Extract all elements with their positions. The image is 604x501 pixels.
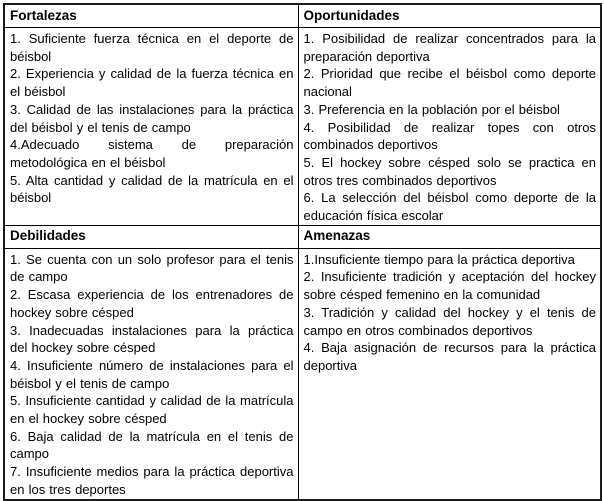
header-row-weaknesses-threats bbox=[4, 225, 601, 248]
content-row-weaknesses-threats bbox=[4, 248, 601, 499]
list-item: 6. La selección del béisbol como deporte de la educación física escolar bbox=[303, 190, 596, 224]
header-row-strengths-opportunities bbox=[4, 4, 601, 28]
header-oportunidades: Oportunidades bbox=[298, 4, 601, 28]
list-item: 2. Insuficiente tradición y aceptación del hockey sobre césped femenino en la comunidad bbox=[303, 269, 596, 303]
list-item: 5. El hockey sobre césped solo se practica en otros tres combinados deportivos bbox=[303, 154, 596, 188]
list-item: 3. Calidad de las instalaciones para la práctica del béisbol y el tenis de campo bbox=[10, 101, 294, 135]
list-item: 1. Se cuenta con un solo profesor para el tenis de campo bbox=[10, 251, 294, 285]
list-item: 4. Baja asignación de recursos para la práctica deportiva bbox=[303, 340, 596, 373]
list-item: 3. Tradición y calidad del hockey y el tenis de campo en otros combinados deportivos bbox=[303, 304, 596, 338]
list-item: 6. Baja calidad de la matrícula en el tenis de campo bbox=[10, 428, 294, 462]
list-item: 4. Posibilidad de realizar topes con otros combinados deportivos bbox=[303, 119, 596, 153]
header-fortalezas: Fortalezas bbox=[4, 4, 298, 28]
list-item: 5. Insuficiente cantidad y calidad de la matrícula en el hockey sobre césped bbox=[10, 393, 294, 427]
list-item: 3. Preferencia en la población por el béisbol bbox=[303, 101, 560, 117]
list-item: 2. Experiencia y calidad de la fuerza técnica en el béisbol bbox=[10, 66, 294, 100]
list-item: 7. Insuficiente medios para la práctica deportiva en los tres deportes bbox=[10, 464, 294, 497]
cell-debilidades bbox=[4, 248, 298, 499]
list-item: 2. Escasa experiencia de los entrenadores de hockey sobre césped bbox=[10, 287, 294, 320]
cell-fortalezas bbox=[4, 28, 298, 226]
content-row-strengths-opportunities bbox=[4, 28, 601, 226]
list-item: 4.Adecuado sistema de preparación metodológica en el béisbol bbox=[10, 137, 294, 170]
header-amenazas: Amenazas bbox=[298, 225, 601, 248]
header-debilidades: Debilidades bbox=[4, 225, 298, 248]
cell-amenazas bbox=[298, 248, 601, 499]
list-item: 3. Inadecuadas instalaciones para la práctica del hockey sobre césped bbox=[10, 322, 294, 356]
cell-oportunidades bbox=[298, 28, 601, 226]
list-item: 1. Posibilidad de realizar concentrados para la preparación deportiva bbox=[303, 31, 596, 64]
list-item: 1.Insuficiente tiempo para la práctica deportiva bbox=[303, 251, 575, 267]
swot-table bbox=[3, 3, 602, 501]
list-item: 1. Suficiente fuerza técnica en el deporte de béisbol bbox=[10, 31, 294, 64]
list-item: 4. Insuficiente número de instalaciones para el béisbol y el tenis de campo bbox=[10, 357, 294, 391]
list-item: 2. Prioridad que recibe el béisbol como deporte nacional bbox=[303, 66, 596, 100]
list-item: 5. Alta cantidad y calidad de la matrícula en el béisbol bbox=[10, 172, 294, 206]
